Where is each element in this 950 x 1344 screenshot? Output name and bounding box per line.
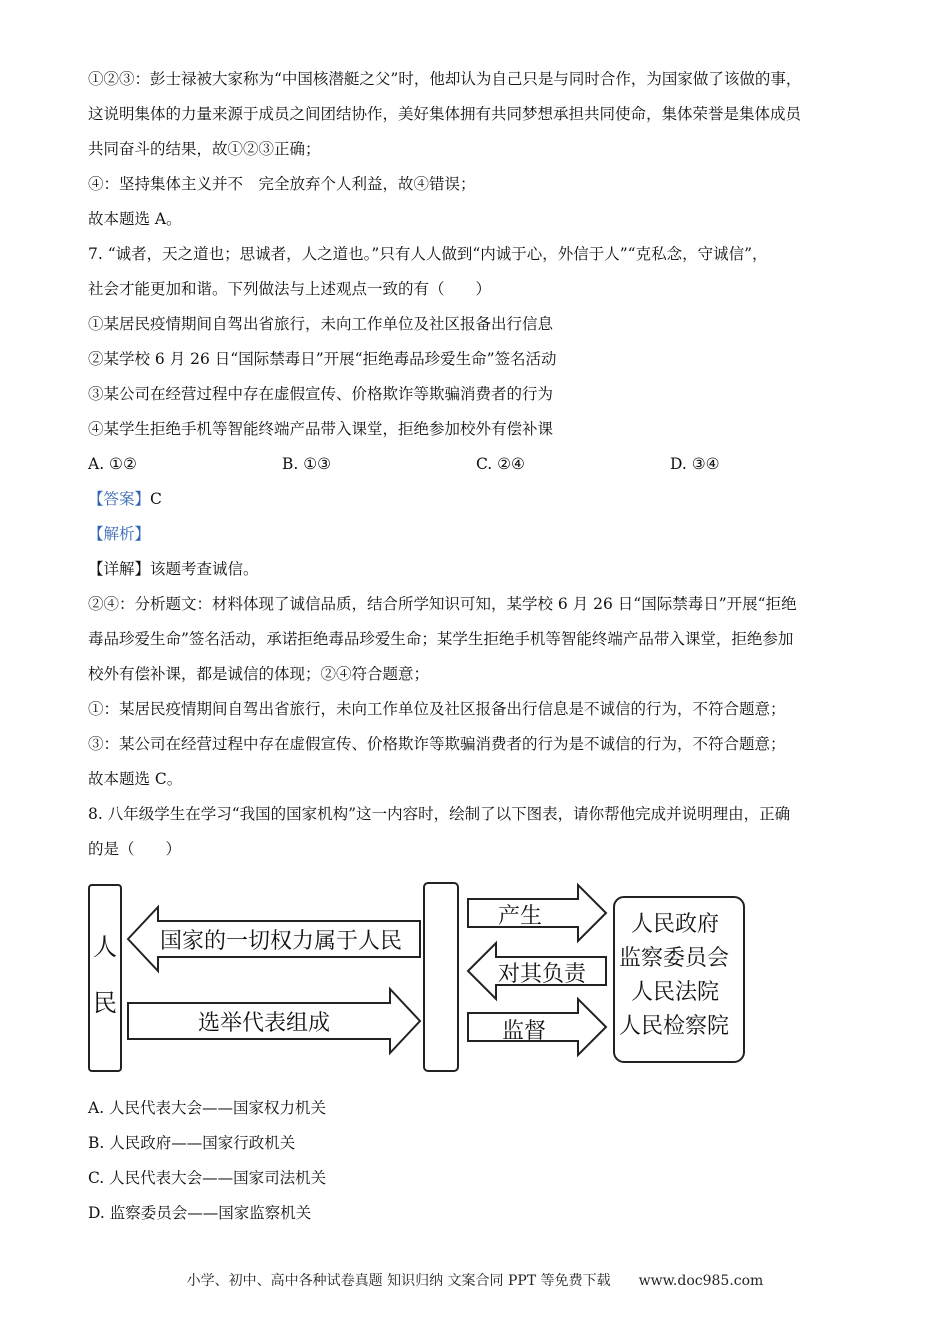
- q7-option-d: D. ③④: [670, 455, 720, 473]
- label-elect-representatives: 选举代表组成: [198, 1011, 331, 1036]
- congress-blank-box: [424, 883, 458, 1071]
- label-power-belongs-people: 国家的一切权力属于人民: [160, 929, 403, 954]
- state-organs-diagram: [88, 877, 768, 1077]
- q7-option-c: C. ②④: [476, 455, 525, 473]
- q7-expl-6: 故本题选 C。: [88, 770, 183, 788]
- answer-tag: 【答案】: [88, 490, 151, 508]
- answer-value: C: [150, 490, 162, 508]
- people-box: [89, 885, 121, 1071]
- organ-procuratorate: 人民检察院: [619, 1014, 730, 1039]
- q7-expl-4: ①：某居民疫情期间自驾出省旅行，未向工作单位及社区报备出行信息是不诚信的行为，不符合题意；: [88, 700, 786, 718]
- organ-court: 人民法院: [631, 980, 720, 1005]
- q7-expl-3: 校外有偿补课，都是诚信的体现；②④符合题意；: [88, 665, 430, 683]
- q7-expl-5: ③：某公司在经营过程中存在虚假宣传、价格欺诈等欺骗消费者的行为是不诚信的行为，不符合题意；: [88, 735, 786, 753]
- q6-line-5: 故本题选 A。: [88, 210, 182, 228]
- organ-supervision-commission: 监察委员会: [619, 946, 730, 971]
- people-char-2: 民: [93, 989, 117, 1017]
- q7-item-2: ②某学校 6 月 26 日“国际禁毒日”开展“拒绝毒品珍爱生命”签名活动: [88, 350, 557, 368]
- label-produce: 产生: [498, 904, 543, 929]
- q6-line-4: ④：坚持集体主义并不 完全放弃个人利益，故④错误；: [88, 175, 476, 193]
- q8-option-b: B. 人民政府——国家行政机关: [88, 1134, 296, 1152]
- q7-item-1: ①某居民疫情期间自驾出省旅行，未向工作单位及社区报备出行信息: [88, 315, 554, 333]
- document-page: [88, 62, 878, 1231]
- q7-item-3: ③某公司在经营过程中存在虚假宣传、价格欺诈等欺骗消费者的行为: [88, 385, 554, 403]
- q7-expl-2: 毒品珍爱生命”签名活动，承诺拒绝毒品珍爱生命；某学生拒绝手机等智能终端产品带入课堂，拒绝参加: [88, 630, 794, 648]
- q8-option-a: A. 人民代表大会——国家权力机关: [88, 1099, 327, 1117]
- q6-line-2: 这说明集体的力量来源于成员之间团结协作，美好集体拥有共同梦想承担共同使命，集体荣誉是集体成员: [88, 105, 802, 123]
- q8-stem-2: 的是（ ）: [88, 840, 182, 858]
- q7-expl-1: ②④：分析题文：材料体现了诚信品质，结合所学知识可知，某学校 6 月 26 日“国际禁毒日”开展“拒绝: [88, 595, 797, 613]
- q6-line-1: ①②③：彭士禄被大家称为“中国核潜艇之父”时，他却认为自己只是与同时合作，为国家做了该做的事，: [88, 70, 802, 88]
- q8-option-c: C. 人民代表大会——国家司法机关: [88, 1169, 327, 1187]
- q7-options: [88, 447, 878, 482]
- organ-government: 人民政府: [631, 912, 720, 937]
- people-char-1: 人: [93, 933, 117, 961]
- q7-item-4: ④某学生拒绝手机等智能终端产品带入课堂，拒绝参加校外有偿补课: [88, 420, 554, 438]
- label-responsible: 对其负责: [498, 962, 587, 987]
- q7-answer: [88, 482, 878, 517]
- analysis-tag: 【解析】: [88, 525, 151, 543]
- q7-option-a: A. ①②: [88, 455, 137, 473]
- q7-stem-1: 7. “诚者，天之道也；思诚者，人之道也。”只有人人做到“内诚于心，外信于人”“克私念，守诚信”，: [88, 245, 768, 263]
- label-supervise: 监督: [502, 1019, 547, 1044]
- q7-stem-2: 社会才能更加和谐。下列做法与上述观点一致的有（ ）: [88, 280, 492, 298]
- page-footer: 小学、初中、高中各种试卷真题 知识归纳 文案合同 PPT 等免费下载 www.doc985.com: [186, 1273, 764, 1289]
- q6-line-3: 共同奋斗的结果，故①②③正确；: [88, 140, 321, 158]
- q7-detail: 【详解】该题考查诚信。: [88, 560, 259, 578]
- q8-option-d: D. 监察委员会——国家监察机关: [88, 1204, 312, 1222]
- q7-option-b: B. ①③: [282, 455, 332, 473]
- q8-stem-1: 8. 八年级学生在学习“我国的国家机构”这一内容时，绘制了以下图表，请你帮他完成并说明理由，正确: [88, 805, 791, 823]
